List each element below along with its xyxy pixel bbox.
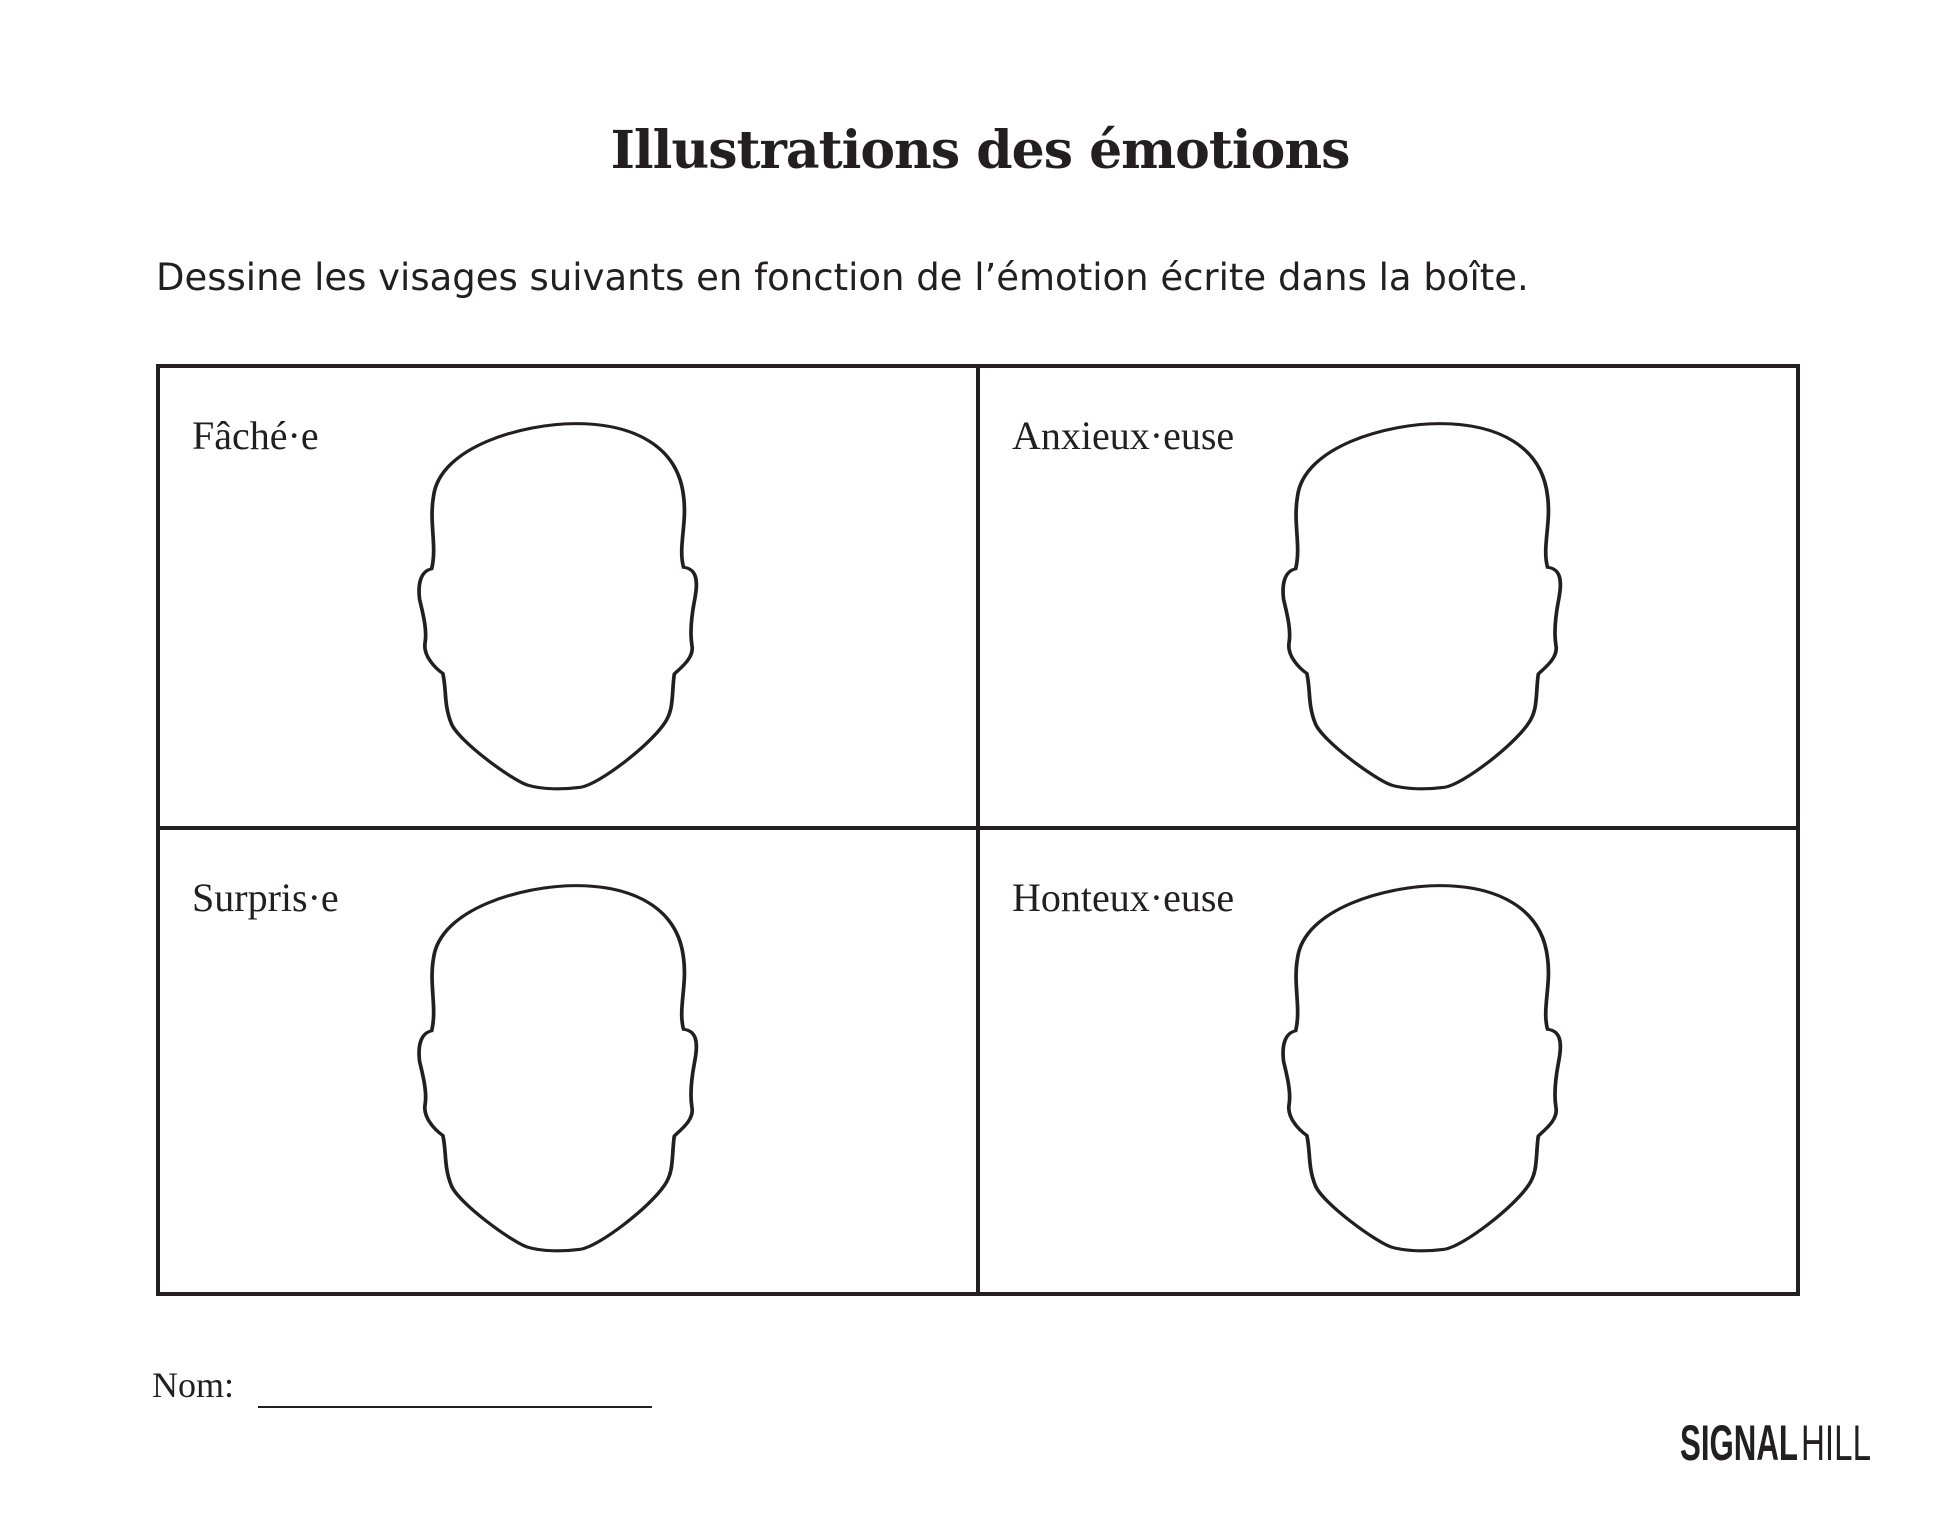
emotion-cell-surprised[interactable] [160,830,980,1292]
face-outline-icon [1278,878,1568,1260]
page-title: Illustrations des émotions [610,120,1350,181]
name-input-line[interactable] [258,1406,652,1408]
emotion-cell-angry[interactable] [160,368,980,830]
emotion-label: Surpris·e [192,875,339,920]
face-outline-icon [414,416,704,798]
emotion-cell-anxious[interactable] [980,368,1796,830]
name-label: Nom: [152,1365,235,1405]
emotion-label: Anxieux·euse [1012,413,1235,458]
emotion-label: Honteux·euse [1012,875,1235,920]
instructions-text: Dessine les visages suivants en fonction de l’émotion écrite dans la boîte. [156,256,1529,299]
logo-text-bold: SIGNAL [1680,1415,1798,1471]
signalhill-logo [1680,1408,1880,1472]
face-outline-icon [1278,416,1568,798]
logo-text-light: HILL [1801,1415,1871,1471]
face-outline-icon [414,878,704,1260]
emotion-cell-ashamed[interactable] [980,830,1796,1292]
emotion-grid [156,364,1800,1296]
emotion-label: Fâché·e [192,413,319,458]
